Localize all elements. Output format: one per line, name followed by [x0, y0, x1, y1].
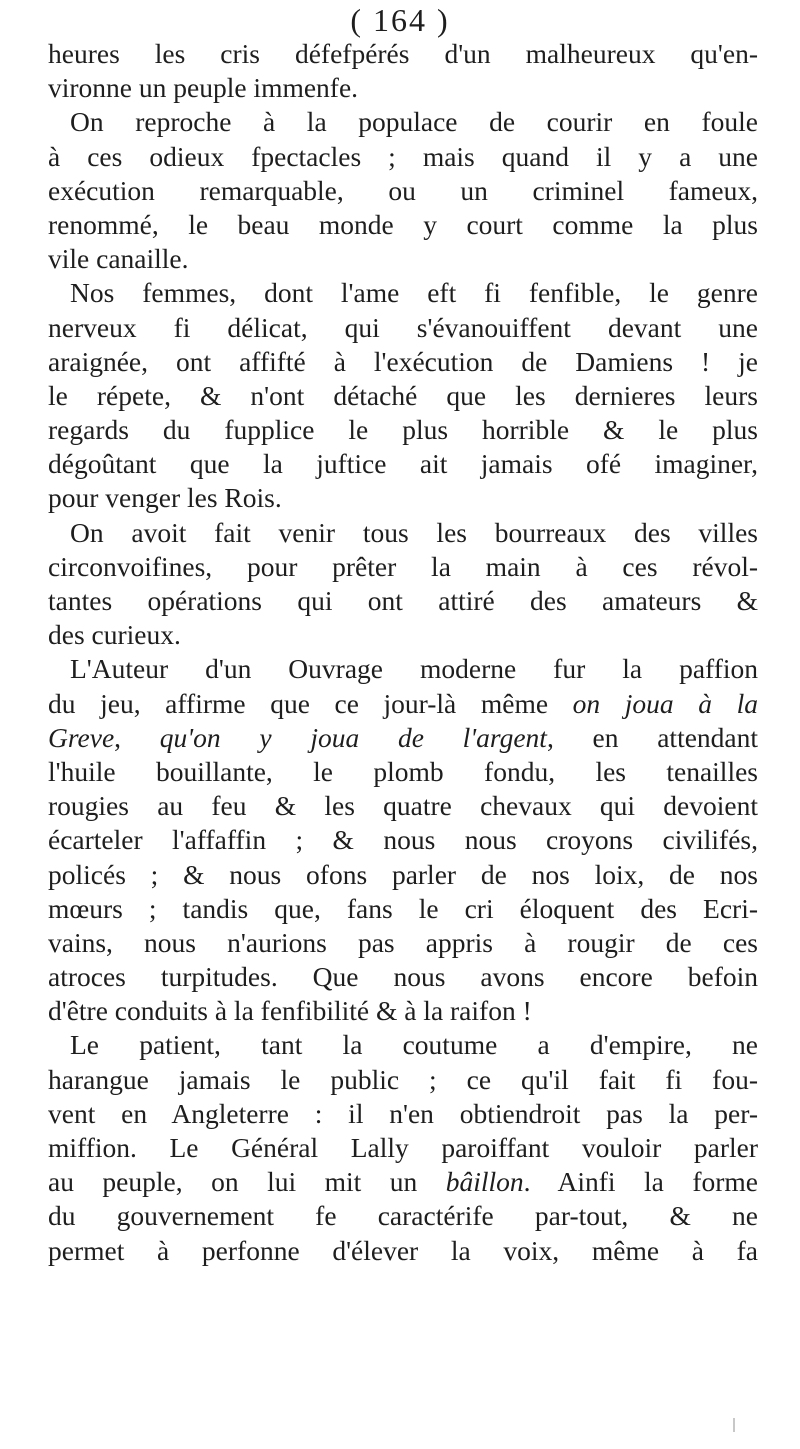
- text-line: nerveux fi délicat, qui s'évanouiffent devant une: [48, 311, 758, 343]
- text-line: miffion. Le Général Lally paroiffant vouloir parler: [48, 1132, 758, 1163]
- text-line: circonvoifines, pour prêter la main à ces révol-: [48, 550, 758, 582]
- text-run: , en attendant: [546, 721, 759, 753]
- text-line: araignée, ont affifté à l'exécution de Damiens ! je: [48, 345, 758, 377]
- text-run: ,: [114, 721, 160, 753]
- text-line: d'être conduits à la fenfibilité & à la raifon !: [48, 995, 532, 1027]
- text-line: exécution remarquable, ou un criminel fameux,: [48, 174, 758, 206]
- text-line: dégoûtant que la juftice ait jamais ofé imaginer,: [48, 448, 758, 480]
- text-run: . Ainfi la forme: [523, 1166, 758, 1198]
- italic-text: qu'on y joua de l'argent: [159, 721, 547, 753]
- text-line: des curieux.: [48, 619, 181, 651]
- text-line: écarteler l'affaffin ; & nous nous croyons civilifés,: [48, 824, 758, 856]
- text-line: policés ; & nous ofons parler de nos loix, de nos: [48, 858, 758, 890]
- text-line: pour venger les Rois.: [48, 482, 282, 514]
- text-line: renommé, le beau monde y court comme la plus: [48, 208, 758, 240]
- text-line: heures les cris défefpérés d'un malheureux qu'en-: [48, 38, 758, 69]
- text-line: le répete, & n'ont détaché que les dernieres leurs: [48, 379, 758, 411]
- text-line: On avoit fait venir tous les bourreaux des villes: [70, 516, 758, 548]
- text-line: [48, 721, 758, 755]
- text-line: regards du fupplice le plus horrible & le plus: [48, 414, 758, 446]
- text-line: vironne un peuple immenfe.: [48, 72, 359, 104]
- page-number: ( 164 ): [350, 2, 450, 38]
- text-line: L'Auteur d'un Ouvrage moderne fur la paffion: [70, 653, 758, 685]
- body-text: [48, 37, 758, 1268]
- text-line: Le patient, tant la coutume a d'empire, ne: [70, 1029, 758, 1061]
- text-line: [48, 687, 758, 721]
- text-line: vile canaille.: [48, 243, 189, 275]
- text-run: du jeu, affirme que ce jour-là même: [48, 687, 573, 719]
- text-line: atroces turpitudes. Que nous avons encore befoin: [48, 961, 758, 993]
- text-line: On reproche à la populace de courir en foule: [70, 106, 758, 138]
- text-line: tantes opérations qui ont attiré des amateurs &: [48, 585, 758, 616]
- text-line: du gouvernement fe caractérife par-tout, & ne: [48, 1200, 758, 1232]
- text-line: vent en Angleterre : il n'en obtiendroit pas la per-: [48, 1097, 758, 1129]
- text-line: Nos femmes, dont l'ame eft fi fenfible, le genre: [70, 277, 758, 309]
- italic-text: bâillon: [445, 1166, 524, 1198]
- text-line: [48, 1165, 758, 1199]
- text-run: au peuple, on lui mit un: [48, 1166, 446, 1198]
- margin-mark: [733, 1418, 735, 1432]
- text-line: mœurs ; tandis que, fans le cri éloquent des Ecri-: [48, 892, 758, 924]
- text-line: permet à perfonne d'élever la voix, même à fa: [48, 1234, 758, 1266]
- text-line: à ces odieux fpectacles ; mais quand il y a une: [48, 140, 758, 172]
- text-line: rougies au feu & les quatre chevaux qui devoient: [48, 790, 758, 822]
- text-line: l'huile bouillante, le plomb fondu, les tenailles: [48, 755, 758, 787]
- italic-text: on joua à la: [572, 687, 759, 719]
- italic-text: Greve: [48, 721, 115, 753]
- text-line: harangue jamais le public ; ce qu'il fait fi fou-: [48, 1063, 758, 1095]
- text-line: vains, nous n'aurions pas appris à rougir de ces: [48, 926, 758, 958]
